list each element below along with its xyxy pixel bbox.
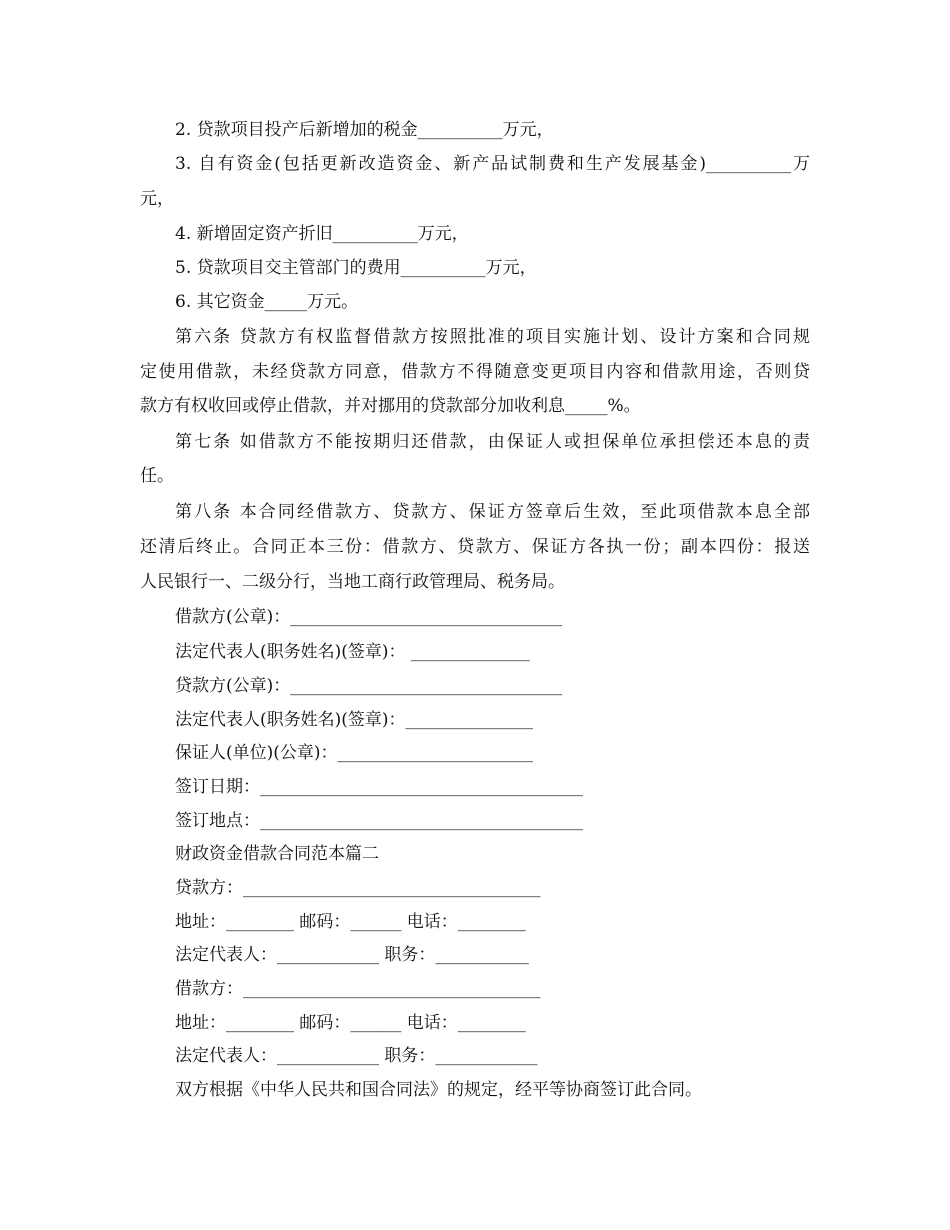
guarantor-seal-field: 保证人(单位)(公章)：_______________________ <box>175 743 534 763</box>
article-8-line-2: 还清后终止。合同正本三份：借款方、贷款方、保证方各执一份；副本四份：报送 <box>140 537 810 557</box>
article-8-line-1: 第八条 本合同经借款方、贷款方、保证方签章后生效，至此项借款本息全部 <box>175 502 810 522</box>
lender-rep-sign-field: 法定代表人(职务姓名)(签章)：_______________ <box>175 710 534 730</box>
item-3-own-funds-cont: 元， <box>140 189 174 209</box>
lender-seal-field: 贷款方(公章)：________________________________ <box>175 676 563 696</box>
article-7-line-2: 任。 <box>140 466 174 486</box>
item-4-depreciation: 4. 新增固定资产折旧__________万元， <box>175 224 469 244</box>
item-5-fees: 5. 贷款项目交主管部门的费用__________万元， <box>175 258 537 278</box>
article-7-line-1: 第七条 如借款方不能按期归还借款，由保证人或担保单位承担偿还本息的责 <box>175 432 810 452</box>
section-heading: 财政资金借款合同范本篇二 <box>175 844 379 864</box>
item-3-own-funds: 3. 自有资金(包括更新改造资金、新产品试制费和生产发展基金)__________万 <box>175 154 810 174</box>
article-6-line-3: 款方有权收回或停止借款，并对挪用的贷款部分加收利息_____%。 <box>140 396 641 416</box>
item-6-other: 6. 其它资金_____万元。 <box>175 292 359 312</box>
borrower-seal-field: 借款方(公章)：________________________________ <box>175 607 563 627</box>
sign-place-field: 签订地点：______________________________________ <box>175 811 583 831</box>
article-8-line-3: 人民银行一、二级分行，当地工商行政管理局、税务局。 <box>140 572 565 592</box>
sign-date-field: 签订日期：______________________________________ <box>175 777 583 797</box>
article-6-line-2: 定使用借款，未经贷款方同意，借款方不得随意变更项目内容和借款用途，否则贷 <box>140 362 810 382</box>
lender-address-line: 地址：________ 邮码：______ 电话：________ <box>175 912 526 932</box>
lender-field: 贷款方：___________________________________ <box>175 878 541 898</box>
article-6-line-1: 第六条 贷款方有权监督借款方按照批准的项目实施计划、设计方案和合同规 <box>175 327 810 347</box>
borrower-field: 借款方：___________________________________ <box>175 979 541 999</box>
agreement-statement: 双方根据《中华人民共和国合同法》的规定，经平等协商签订此合同。 <box>175 1080 702 1100</box>
borrower-rep-sign-field: 法定代表人(职务姓名)(签章)： ______________ <box>175 642 530 662</box>
item-2-tax: 2. 贷款项目投产后新增加的税金__________万元， <box>175 120 554 140</box>
lender-rep-line: 法定代表人：____________ 职务：___________ <box>175 945 529 965</box>
borrower-address-line: 地址：________ 邮码：______ 电话：________ <box>175 1013 526 1033</box>
borrower-rep-line: 法定代表人：____________ 职务：____________ <box>175 1046 538 1066</box>
